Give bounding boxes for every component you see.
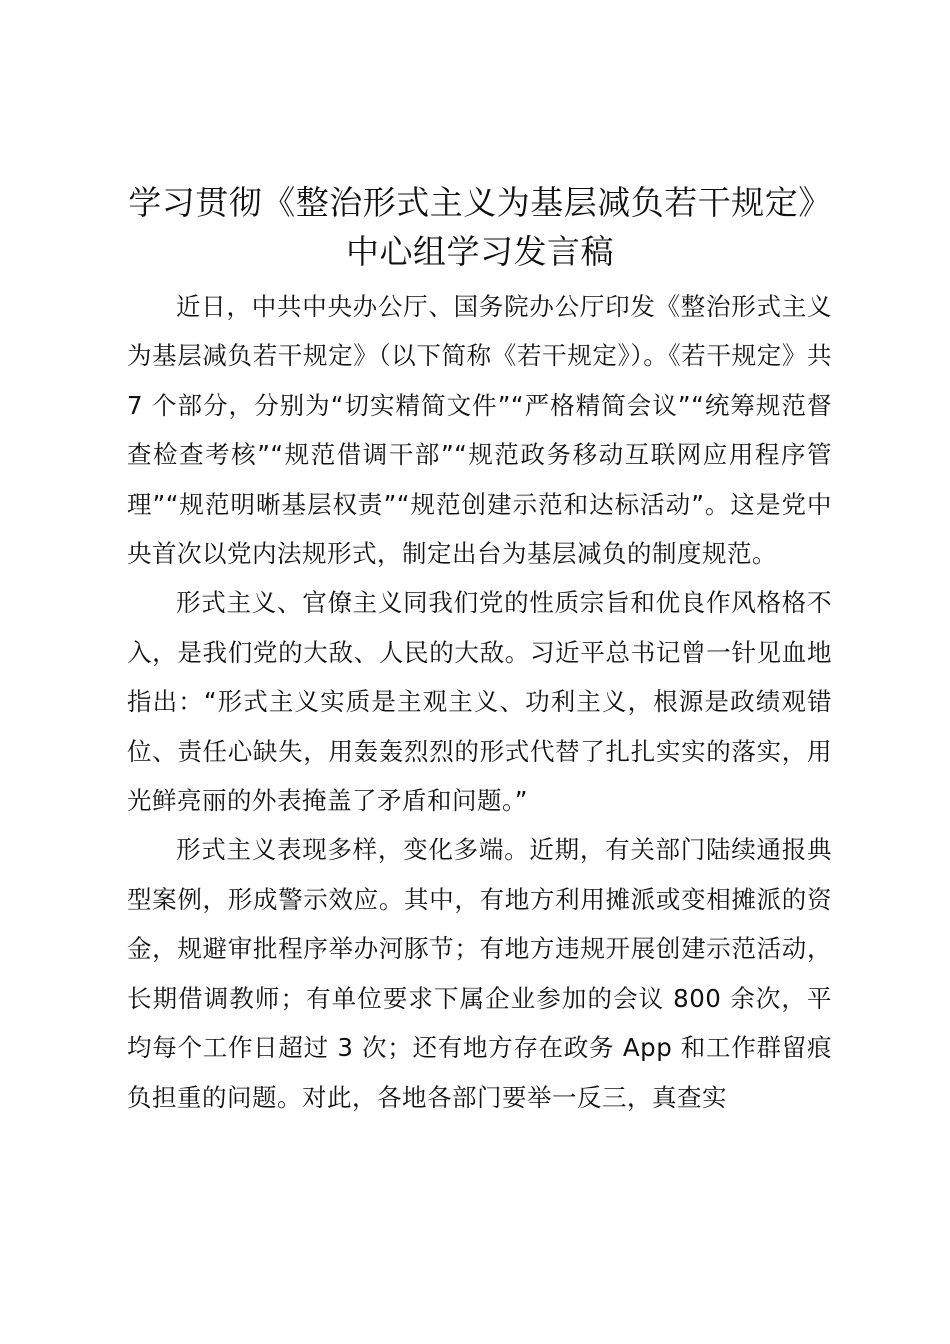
document-body: [127, 282, 832, 1122]
paragraph-3: 形式主义表现多样，变化多端。近期，有关部门陆续通报典型案例，形成警示效应。其中，有地方利用摊派或变相摊派的资金，规避审批程序举办河豚节；有地方违规开展创建示范活动，长期借调教师；有单位要求下属企业参加的会议 800 余次，平均每个工作日超过 3 次；还有地方存在政务 App 和工作群留痕负担重的问题。对此，各地各部门要举一反三，真查实: [127, 835, 832, 1112]
paragraph-2: 形式主义、官僚主义同我们党的性质宗旨和优良作风格格不入，是我们党的大敌、人民的大敌。习近平总书记曾一针见血地指出：“形式主义实质是主观主义、功利主义，根源是政绩观错位、责任心缺失，用轰轰烈烈的形式代替了扎扎实实的落实，用光鲜亮丽的外表掩盖了矛盾和问题。”: [127, 588, 832, 816]
paragraph-1: 近日，中共中央办公厅、国务院办公厅印发《整治形式主义为基层减负若干规定》（以下简称《若干规定》）。《若干规定》共 7 个部分，分别为“切实精简文件”“严格精简会议”“统筹规范督查检查考核”“规范借调干部”“规范政务移动互联网应用程序管理”“规范明晰基层权责”“规范创建示范和达标活动”。这是党中央首次以党内法规形式，制定出台为基层减负的制度规范。: [127, 292, 832, 569]
document-title: 学习贯彻《整治形式主义为基层减负若干规定》中心组学习发言稿: [128, 183, 832, 271]
